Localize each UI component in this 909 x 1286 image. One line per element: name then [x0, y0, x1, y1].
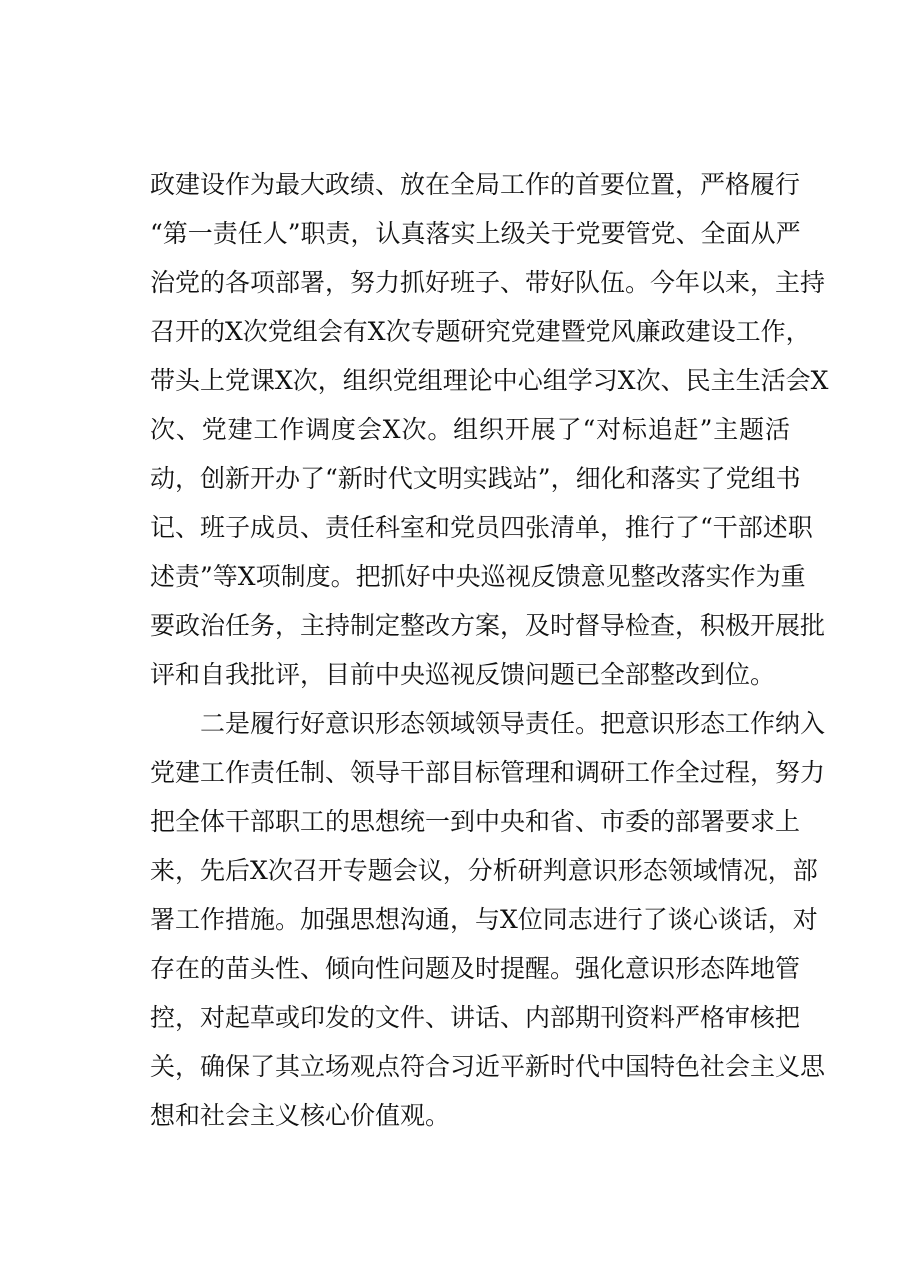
paragraph-2-line: 控，对起草或印发的文件、讲话、内部期刊资料严格审核把 [150, 1003, 801, 1032]
paragraph-1-line: 治党的各项部署，努力抓好班子、带好队伍。今年以来，主持 [150, 268, 826, 297]
paragraph-2-line: 署工作措施。加强思想沟通，与X位同志进行了谈心谈话，对 [150, 905, 818, 934]
paragraph-2-line: 关，确保了其立场观点符合习近平新时代中国特色社会主义思 [150, 1052, 826, 1081]
paragraph-2-line: 存在的苗头性、倾向性问题及时提醒。强化意识形态阵地管 [150, 954, 801, 983]
paragraph-1-line: 评和自我批评，目前中央巡视反馈问题已全部整改到位。 [150, 660, 776, 689]
paragraph-1-line: 次、党建工作调度会X次。组织开展了“对标追赶”主题活 [150, 415, 790, 444]
paragraph-1-line: 政建设作为最大政绩、放在全局工作的首要位置，严格履行 [150, 170, 801, 199]
paragraph-1-line: 带头上党课X次，组织党组理论中心组学习X次、民主生活会X [150, 366, 829, 395]
paragraph-2-line: 想和社会主义核心价值观。 [150, 1101, 451, 1130]
paragraph-1-line: 召开的X次党组会有X次专题研究党建暨党风廉政建设工作， [150, 317, 811, 346]
paragraph-1-line: 记、班子成员、责任科室和党员四张清单，推行了“干部述职 [150, 513, 813, 542]
paragraph-1-line: “第一责任人”职责，认真落实上级关于党要管党、全面从严 [150, 219, 801, 248]
paragraph-1-line: 要政治任务，主持制定整改方案，及时督导检查，积极开展批 [150, 611, 826, 640]
paragraph-1-line: 述责”等X项制度。把抓好中央巡视反馈意见整改落实作为重 [150, 562, 806, 591]
paragraph-2-line: 来，先后X次召开专题会议，分析研判意识形态领域情况，部 [150, 856, 818, 885]
paragraph-2-line: 党建工作责任制、领导干部目标管理和调研工作全过程，努力 [150, 758, 826, 787]
paragraph-2 [150, 699, 826, 1140]
paragraph-2-line: 二是履行好意识形态领域领导责任。把意识形态工作纳入 [200, 709, 826, 738]
paragraph-1-line: 动，创新开办了“新时代文明实践站”，细化和落实了党组书 [150, 464, 801, 493]
paragraph-1 [150, 160, 829, 699]
body-text [150, 160, 829, 1140]
paragraph-2-line: 把全体干部职工的思想统一到中央和省、市委的部署要求上 [150, 807, 801, 836]
